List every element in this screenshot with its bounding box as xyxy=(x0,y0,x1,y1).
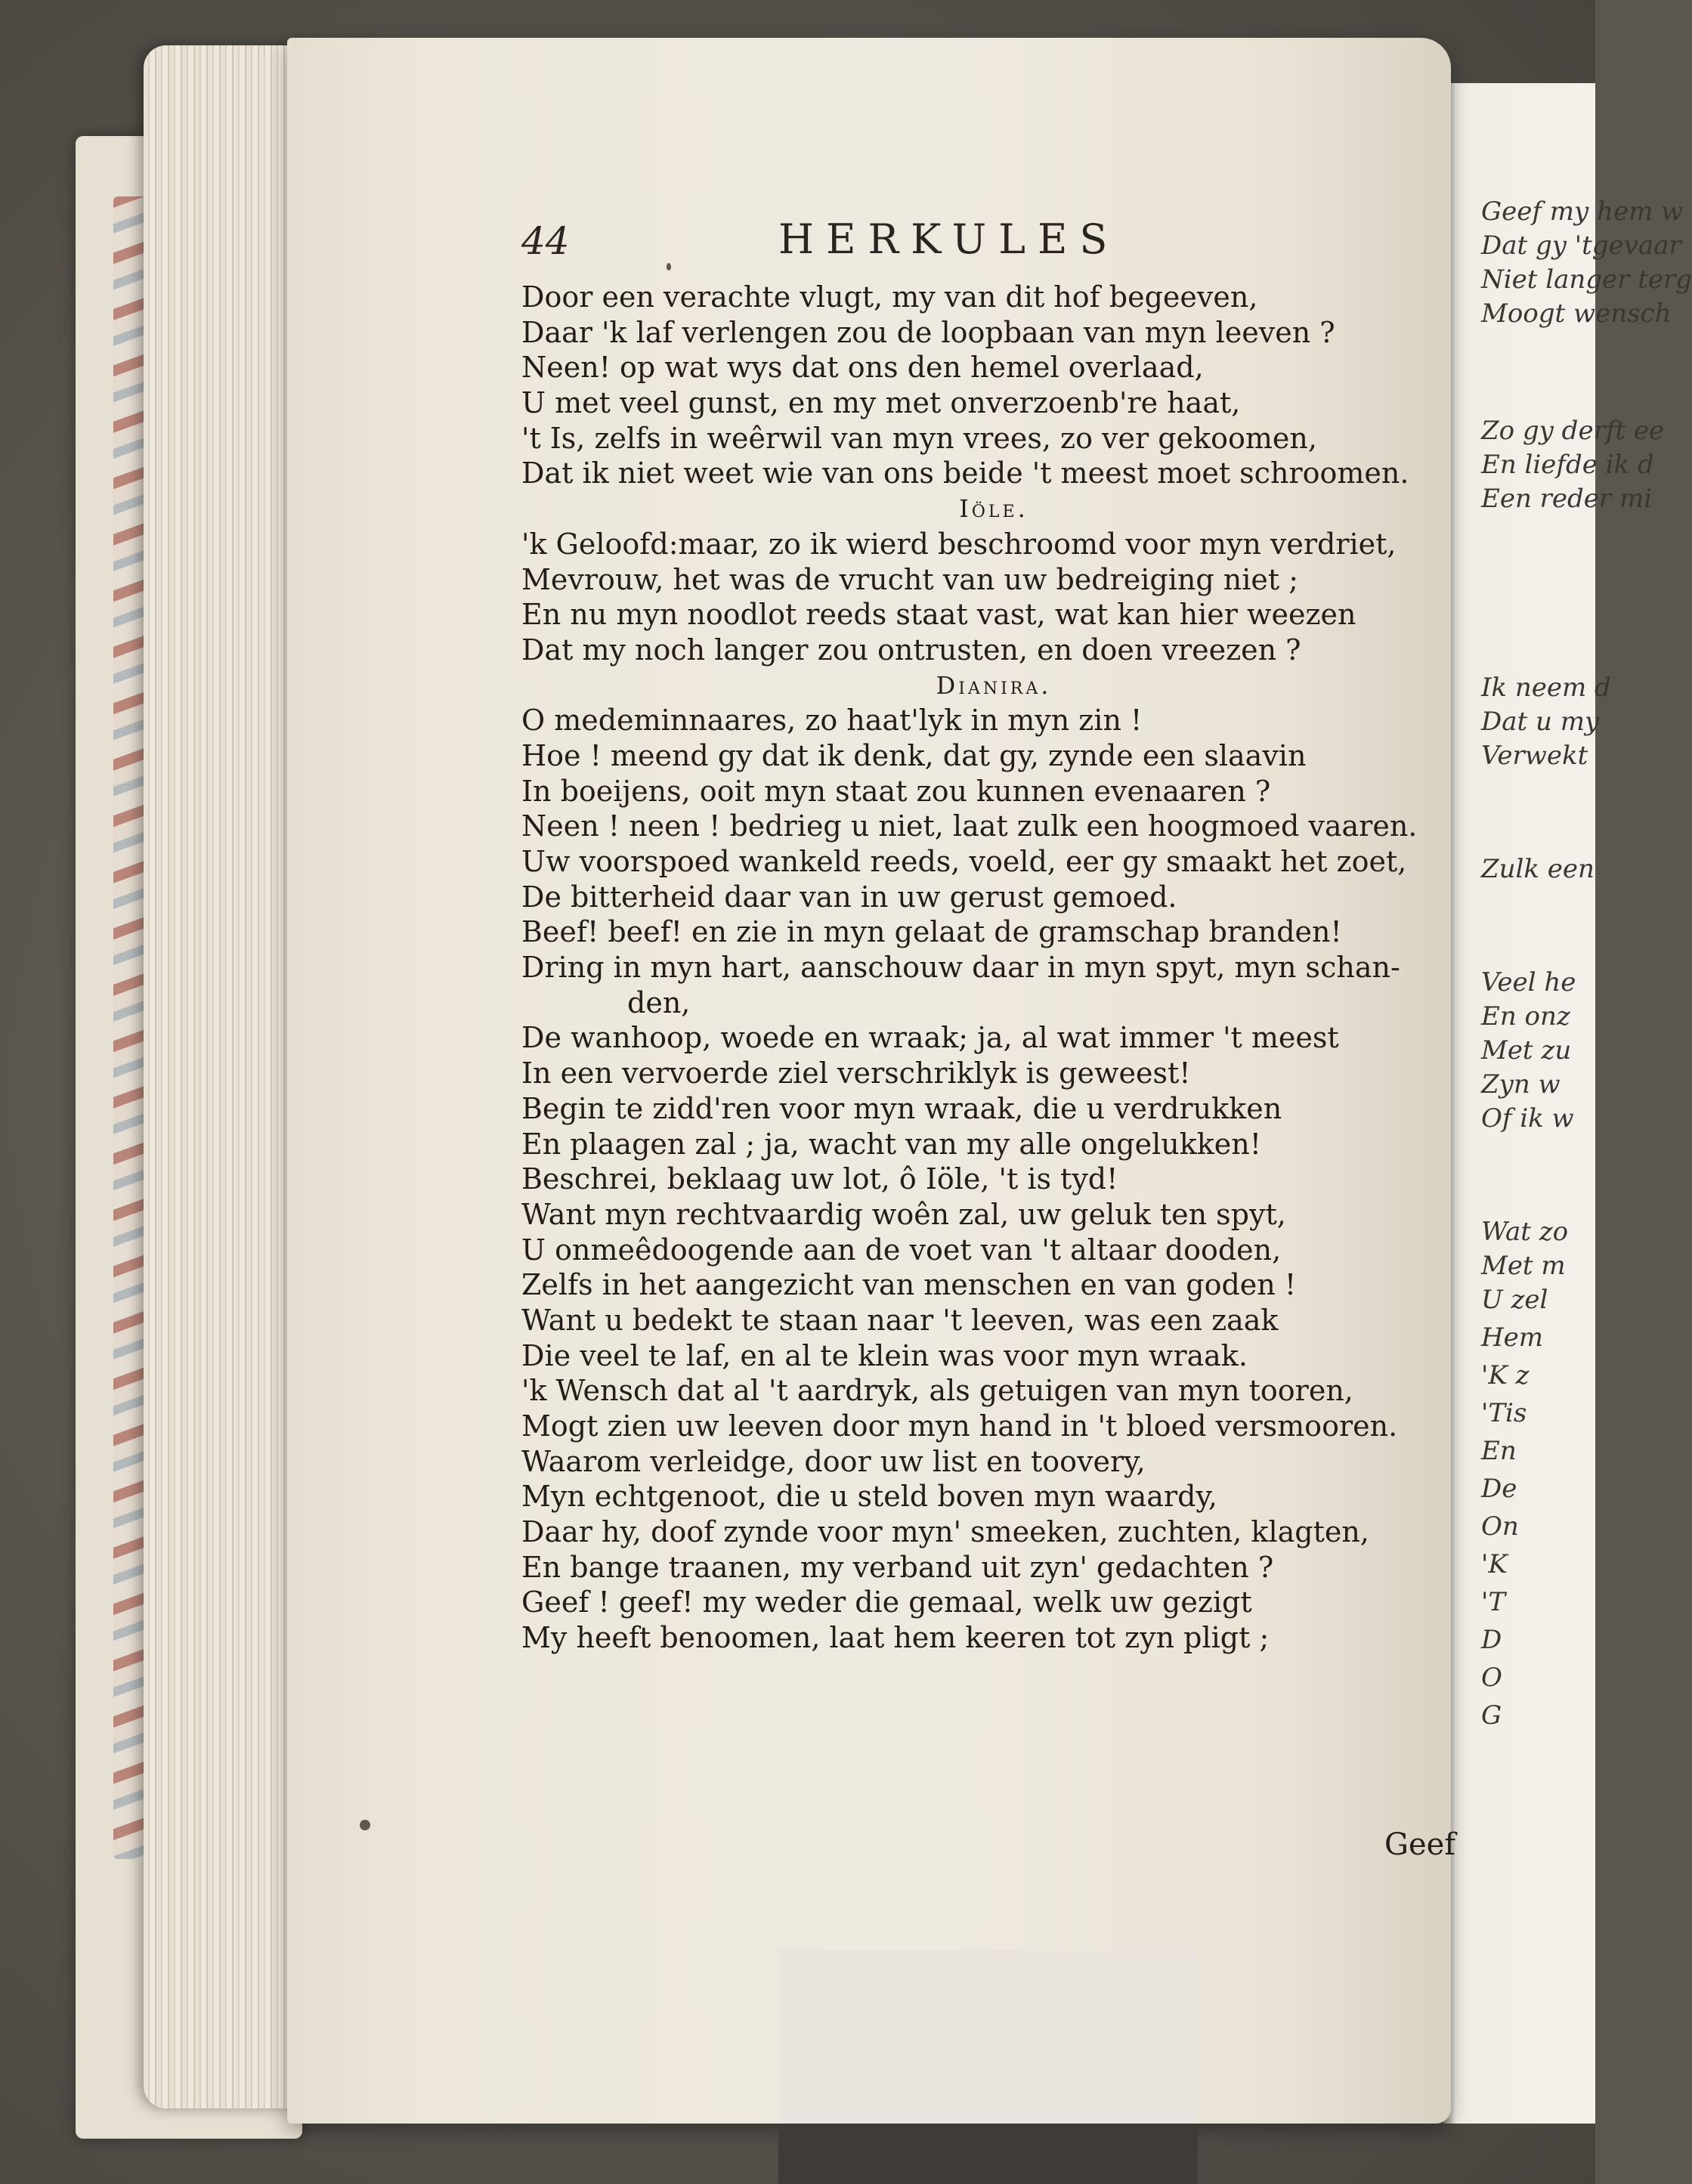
facing-page-line: En onz xyxy=(1481,1001,1570,1032)
verse-line: Dat ik niet weet wie van ons beide 't meest moet schroomen. xyxy=(521,456,1409,490)
verse-line: U met veel gunst, en my met onverzoenb're haat, xyxy=(521,386,1241,420)
verse-line: Neen ! neen ! bedrieg u niet, laat zulk een hoogmoed vaaren. xyxy=(521,809,1418,843)
facing-page-line: Zulk een xyxy=(1481,854,1595,884)
verse-line: Dat my noch langer zou ontrusten, en doen vreezen ? xyxy=(521,633,1301,667)
verse-line: In een vervoerde ziel verschriklyk is geweest! xyxy=(521,1056,1191,1090)
facing-page-line: Veel he xyxy=(1481,967,1576,998)
verse-line: 't Is, zelfs in weêrwil van myn vrees, zo ver gekoomen, xyxy=(521,421,1317,455)
verse-line: Dring in myn hart, aanschouw daar in myn spyt, myn schan- xyxy=(521,951,1400,985)
facing-page xyxy=(1443,83,1692,2124)
catchword: Geef xyxy=(1384,1827,1456,1862)
facing-page-line: Hem xyxy=(1481,1322,1544,1353)
verse-line: My heeft benoomen, laat hem keeren tot zyn pligt ; xyxy=(521,1621,1270,1655)
verse-line: Uw voorspoed wankeld reeds, voeld, eer gy smaakt het zoet, xyxy=(521,845,1407,878)
verse-text-block xyxy=(521,280,1466,1656)
verse-line: Door een verachte vlugt, my van dit hof begeeven, xyxy=(521,280,1258,314)
facing-page-line: Niet langer terg xyxy=(1481,264,1692,295)
facing-page-line: 'T xyxy=(1481,1587,1506,1617)
facing-page-line: En xyxy=(1481,1436,1517,1466)
verse-line: Die veel te laf, en al te klein was voor myn wraak. xyxy=(521,1338,1248,1372)
verse-line: Myn echtgenoot, die u steld boven myn waardy, xyxy=(521,1480,1217,1514)
verse-line: Geef ! geef! my weder die gemaal, welk uw gezigt xyxy=(521,1585,1252,1619)
facing-page-line: U zel xyxy=(1481,1285,1548,1315)
verse-line: Waarom verleidge, door uw list en toovery, xyxy=(521,1444,1146,1478)
facing-page-line: De xyxy=(1481,1474,1517,1504)
facing-page-line: Met zu xyxy=(1481,1035,1572,1066)
verse-line: Beef! beef! en zie in myn gelaat de gramschap branden! xyxy=(521,915,1342,949)
facing-page-line: En liefde ik d xyxy=(1481,450,1654,480)
facing-page-line: Wat zo xyxy=(1481,1217,1569,1247)
facing-page-line: Ik neem d xyxy=(1481,673,1611,703)
facing-page-line: Moogt wensch xyxy=(1481,299,1672,329)
verse-line: En bange traanen, my verband uit zyn' gedachten ? xyxy=(521,1550,1274,1584)
speaker-name: Dianira. xyxy=(936,670,1052,700)
facing-page-line: G xyxy=(1481,1700,1502,1731)
verse-line: Mogt zien uw leeven door myn hand in 't bloed versmooren. xyxy=(521,1409,1398,1443)
verse-line: U onmeêdoogende aan de voet van 't altaar dooden, xyxy=(521,1233,1282,1267)
speaker-name: Iöle. xyxy=(959,494,1029,524)
verse-line: Beschrei, beklaag uw lot, ô Iöle, 't is tyd! xyxy=(521,1162,1118,1196)
verse-line: 'k Geloofd:maar, zo ik wierd beschroomd voor myn verdriet, xyxy=(521,527,1397,561)
page-number: 44 xyxy=(521,219,570,263)
facing-page-line: Verwekt xyxy=(1481,741,1588,771)
verse-line: De wanhoop, woede en wraak; ja, al wat immer 't meest xyxy=(521,1021,1339,1055)
verse-line: Hoe ! meend gy dat ik denk, dat gy, zynde een slaavin xyxy=(521,738,1307,772)
facing-page-line: Zo gy derft ee xyxy=(1481,416,1665,446)
facing-page-line: Een reder mi xyxy=(1481,484,1653,514)
verse-line: Daar hy, doof zynde voor myn' smeeken, zuchten, klagten, xyxy=(521,1515,1369,1549)
facing-page-line: Dat u my xyxy=(1481,707,1600,737)
verse-line: Zelfs in het aangezicht van menschen en van goden ! xyxy=(521,1268,1297,1302)
ink-spot xyxy=(360,1820,370,1830)
verse-line: In boeijens, ooit myn staat zou kunnen evenaaren ? xyxy=(521,774,1271,808)
verse-line: Daar 'k laf verlengen zou de loopbaan van myn leeven ? xyxy=(521,315,1335,349)
facing-page-line: Met m xyxy=(1481,1251,1566,1281)
verse-line: 'k Wensch dat al 't aardryk, als getuigen van myn tooren, xyxy=(521,1374,1353,1408)
facing-page-line: On xyxy=(1481,1511,1519,1542)
facing-page-line: Zyn w xyxy=(1481,1069,1561,1100)
running-title: HERKULES xyxy=(778,215,1120,263)
facing-page-line: O xyxy=(1481,1663,1502,1693)
verse-line-continuation: den, xyxy=(627,985,691,1019)
facing-page-line: Geef my hem w xyxy=(1481,196,1684,227)
verse-line: Want myn rechtvaardig woên zal, uw geluk ten spyt, xyxy=(521,1197,1286,1231)
verse-line: Want u bedekt te staan naar 't leeven, was een zaak xyxy=(521,1303,1279,1337)
facing-page-line: D xyxy=(1481,1625,1502,1655)
facing-page-line: Of ik w xyxy=(1481,1103,1574,1134)
facing-page-line: 'K z xyxy=(1481,1360,1530,1391)
verse-line: Mevrouw, het was de vrucht van uw bedreiging niet ; xyxy=(521,562,1299,596)
verse-line: De bitterheid daar van in uw gerust gemoed. xyxy=(521,880,1177,914)
verse-line: En plaagen zal ; ja, wacht van my alle ongelukken! xyxy=(521,1127,1261,1161)
verse-line: O medeminnaares, zo haat'lyk in myn zin ! xyxy=(521,704,1143,738)
facing-page-line: 'K xyxy=(1481,1549,1508,1579)
shadow-strip xyxy=(778,2124,1198,2184)
ink-spot xyxy=(667,263,671,271)
verse-line: Neen! op wat wys dat ons den hemel overlaad, xyxy=(521,351,1204,385)
verse-line: Begin te zidd'ren voor myn wraak, die u verdrukken xyxy=(521,1091,1282,1125)
verse-line: En nu myn noodlot reeds staat vast, wat kan hier weezen xyxy=(521,598,1356,632)
redaction-box xyxy=(778,1950,1198,2124)
facing-page-line: 'Tis xyxy=(1481,1398,1527,1428)
facing-page-line: Dat gy 'tgevaar xyxy=(1481,230,1681,261)
